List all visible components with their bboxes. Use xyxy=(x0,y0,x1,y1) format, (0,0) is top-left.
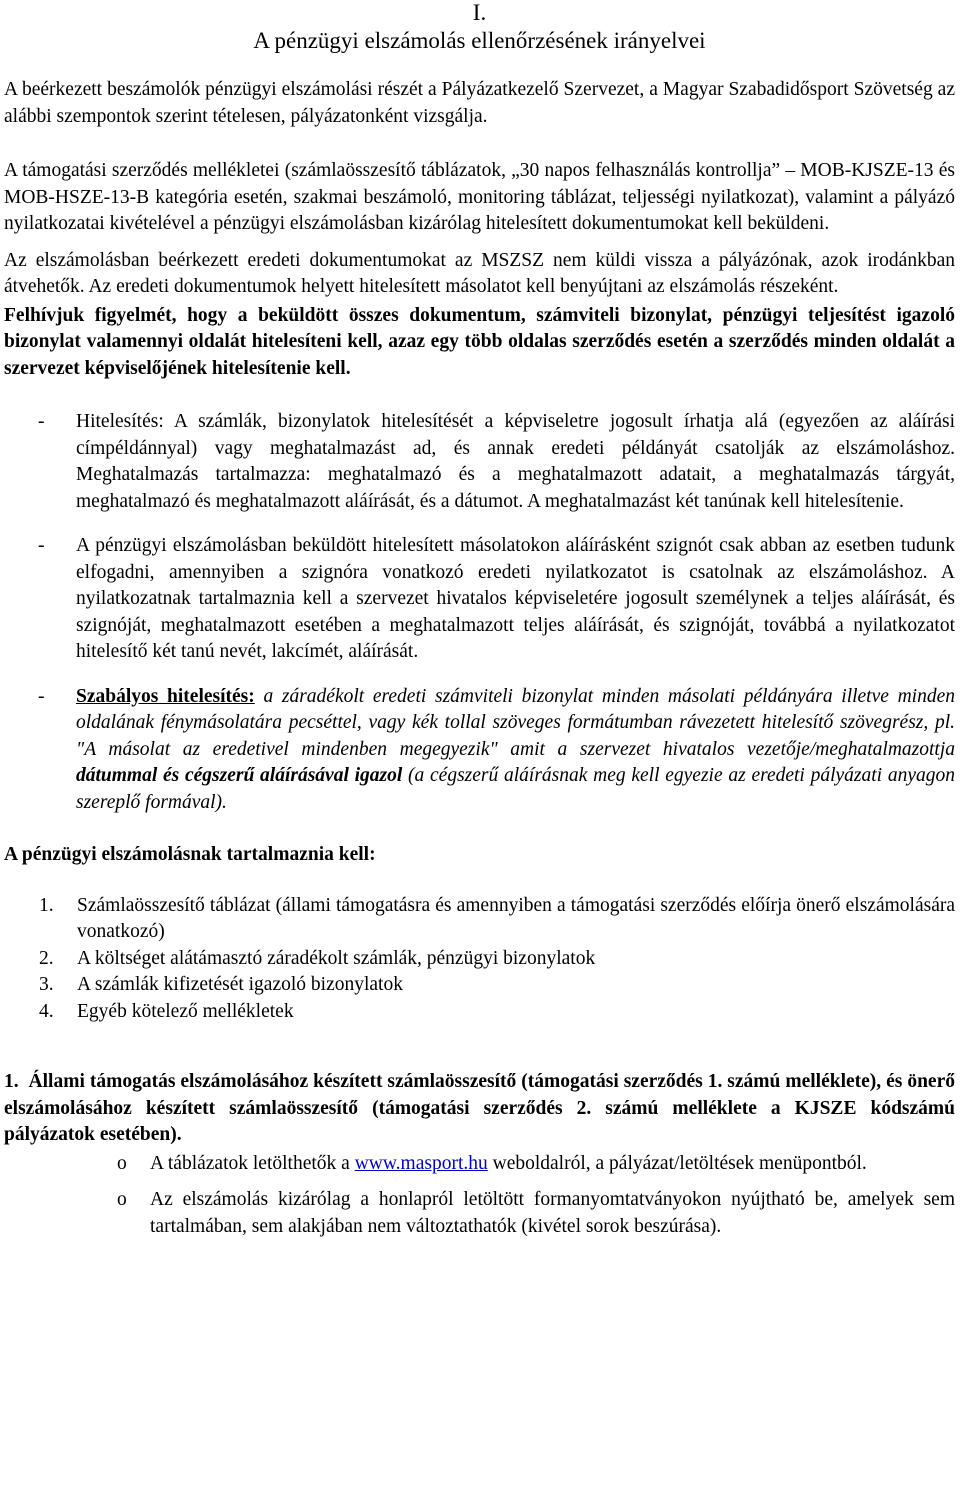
definition-emphasis: dátummal és cégszerű aláírásával igazol xyxy=(76,765,403,786)
dash-marker: - xyxy=(38,685,45,707)
definition-text-a: a záradékolt eredeti számviteli bizonylat minden másolati példányára illetve minden oldalának fénymásolatára pecséttel, vagy kék tollal szöveges formátumban rávezetett hitelesítő szövegrész, pl. "A másolat az eredetivel mindenben megegyezik" amit a szervezet hivatalos vezetője/meghatalmazottja xyxy=(76,685,955,760)
content-list xyxy=(4,893,955,1026)
page-title: A pénzügyi elszámolás ellenőrzésének irányelvei xyxy=(253,28,706,53)
list-item xyxy=(4,893,955,946)
intro-paragraph: A beérkezett beszámolók pénzügyi elszámolási részét a Pályázatkezelő Szervezet, a Magyar Szabadidősport Szövetség az alábbi szempontok szerint tételesen, pályázatonként vizsgálja. xyxy=(4,79,955,127)
list-item-text: A számlák kifizetését igazoló bizonylatok xyxy=(77,974,403,995)
list-item xyxy=(4,946,955,973)
list-item-szigno xyxy=(4,533,955,666)
list-item-text: Az elszámolás kizárólag a honlapról letöltött formanyomtatványokon nyújtható be, amelyek sem tartalmában, sem alakjában nem változtathatók (kivétel sorok beszúrása). xyxy=(150,1189,955,1237)
list-item-forms xyxy=(4,1187,955,1240)
attachments-paragraph: A támogatási szerződés mellékletei (számlaösszesítő táblázatok, „30 napos felhasználás kontrollja” – MOB-KJSZE-13 és MOB-HSZE-13-B kategória esetén, szakmai beszámoló, monitoring táblázat, teljességi nyilatkozat), valamint a pályázó nyilatkozatai kivételével a pénzügyi elszámolásban kizárólag hitelesített dokumentumokat kell beküldeni. xyxy=(4,160,955,234)
dash-marker: - xyxy=(38,411,45,432)
list-item-text: Hitelesítés: A számlák, bizonylatok hitelesítését a képviseletre jogosult írhatja alá (egyezően az aláírási címpéldánnyal) vagy meghatalmazást ad, és annak eredeti példányát csatolják az elszámoláshoz. Meghatalmazás tartalmazza: meghatalmazó és a meghatalmazott adatait, a meghatalmazás tárgyát, meghatalmazó és meghatalmazott aláírását, és a dátumot. A meghatalmazást két tanúnak kell hitelesítenie. xyxy=(76,411,955,512)
list-item-szabalyos xyxy=(4,684,955,817)
list-item xyxy=(4,972,955,999)
chapter-number: I. xyxy=(472,0,487,25)
masport-link[interactable]: www.masport.hu xyxy=(354,1152,488,1174)
bullet-marker: o xyxy=(117,1152,127,1174)
dash-marker: - xyxy=(38,535,45,556)
list-item-download xyxy=(4,1151,955,1178)
definition-label: Szabályos hitelesítés: xyxy=(76,685,255,707)
list-number: 1. xyxy=(39,894,54,916)
text-after-link: weboldalról, a pályázat/letöltések menüpontból. xyxy=(487,1152,867,1174)
list-item-text: A költséget alátámasztó záradékolt számlák, pénzügyi bizonylatok xyxy=(77,947,596,969)
list-number: 2. xyxy=(39,947,54,969)
section-heading-content: A pénzügyi elszámolásnak tartalmaznia kell: xyxy=(4,844,376,865)
list-item-text: Számlaösszesítő táblázat (állami támogatásra és amennyiben a támogatási szerződés előírja önerő elszámolására vonatkozó) xyxy=(77,894,955,942)
text-before-link: A táblázatok letölthetők a xyxy=(150,1152,355,1174)
list-item-text xyxy=(150,1151,955,1178)
list-item-hitelesites xyxy=(4,409,955,515)
originals-paragraph: Az elszámolásban beérkezett eredeti dokumentumokat az MSZSZ nem küldi vissza a pályázónak, azok irodánkban átvehetők. Az eredeti dokumentumok helyett hitelesített másolatot kell benyújtani az elszámolás részeként. xyxy=(4,249,955,297)
list-item-text: A pénzügyi elszámolásban beküldött hitelesített másolatokon aláírásként szignót csak abban az esetben tudunk elfogadni, amennyiben a szignóra vonatkozó eredeti nyilatkozatot is csatolnak az elszámoláshoz. A nyilatkozatnak tartalmaznia kell a szervezet hivatalos képviseletére jogosult személynek a teljes aláírását, és szignóját, meghatalmazott esetében a meghatalmazott teljes aláírását, és szignóját, továbbá a nyilatkozatot hitelesítő két tanú nevét, lakcímét, aláírását. xyxy=(76,535,955,662)
bullet-marker: o xyxy=(117,1189,127,1210)
section-heading-1: 1. Állami támogatás elszámolásához készített számlaösszesítő (támogatási szerződés 1. számú melléklete), és önerő elszámolásához készített számlaösszesítő (támogatási szerződés 2. számú melléklete a KJSZE kódszámú pályázatok esetében). xyxy=(4,1071,960,1145)
notice-paragraph: Felhívjuk figyelmét, hogy a beküldött összes dokumentum, számviteli bizonylat, pénzügyi teljesítést igazoló bizonylat valamennyi oldalát hitelesíteni kell, azaz egy több oldalas szerződés esetén a szerződés minden oldalát a szervezet képviselőjének hitelesítenie kell. xyxy=(4,304,955,379)
list-item-text: Egyéb kötelező mellékletek xyxy=(77,1000,294,1022)
list-number: 4. xyxy=(39,1000,54,1022)
section1-bullets xyxy=(4,1151,955,1241)
definition-text-b: (a cégszerű aláírásnak meg kell egyezie az eredeti pályázati anyagon szereplő formával). xyxy=(76,765,955,813)
list-item-text xyxy=(76,684,955,817)
list-item xyxy=(4,999,955,1026)
list-number: 3. xyxy=(39,974,54,995)
